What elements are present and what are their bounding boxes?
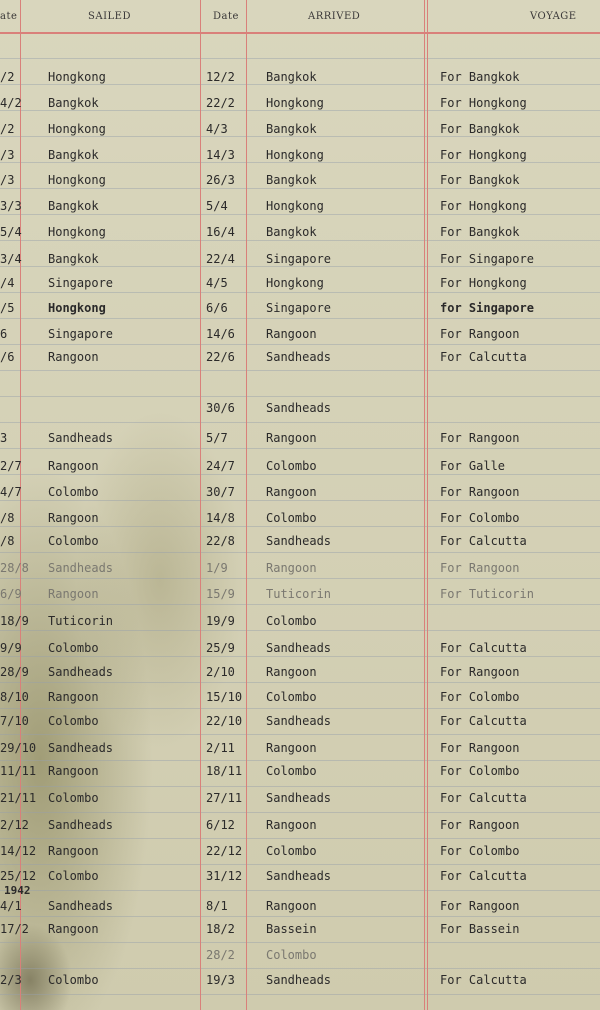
row-voyage: For Calcutta [440, 714, 527, 728]
row-date: 6/6 [206, 301, 228, 315]
row-arrived: Bangkok [266, 225, 317, 239]
row-date: 22/8 [206, 534, 235, 548]
row-date: 22/2 [206, 96, 235, 110]
row-sailed: Bangkok [48, 252, 99, 266]
ruled-line [0, 526, 600, 527]
row-sailed-date: 4/2 [0, 96, 22, 110]
ruled-line [0, 500, 600, 501]
row-sailed-date: /8 [0, 511, 15, 525]
row-arrived: Colombo [266, 614, 317, 628]
row-sailed-date: 2/12 [0, 818, 29, 832]
row-sailed-date: 2/7 [0, 459, 22, 473]
row-date: 25/9 [206, 641, 235, 655]
row-date: 22/6 [206, 350, 235, 364]
row-arrived: Rangoon [266, 818, 317, 832]
row-sailed-date: 6 [0, 327, 8, 341]
row-date: 15/10 [206, 690, 243, 704]
row-voyage: For Rangoon [440, 327, 520, 341]
row-sailed: Rangoon [48, 459, 99, 473]
row-sailed: Bangkok [48, 199, 99, 213]
row-arrived: Rangoon [266, 665, 317, 679]
row-voyage: For Calcutta [440, 973, 527, 987]
row-arrived: Rangoon [266, 561, 317, 575]
row-voyage: For Rangoon [440, 665, 520, 679]
row-arrived: Sandheads [266, 401, 332, 415]
row-date: 27/11 [206, 791, 243, 805]
year-note: 1942 [4, 884, 31, 897]
header-sailed: SAILED [88, 11, 131, 22]
ruled-line [0, 58, 600, 59]
row-date: 22/10 [206, 714, 243, 728]
column-divider [424, 0, 425, 1010]
ruled-line [0, 604, 600, 605]
ruled-line [0, 838, 600, 839]
row-sailed-date: 3 [0, 431, 8, 445]
ruled-line [0, 162, 600, 163]
row-voyage: For Calcutta [440, 534, 527, 548]
row-arrived: Hongkong [266, 199, 324, 213]
row-sailed-date: 5/4 [0, 225, 22, 239]
ruled-line [0, 734, 600, 735]
row-arrived: Colombo [266, 511, 317, 525]
ruled-line [0, 110, 600, 111]
row-arrived: Bangkok [266, 122, 317, 136]
row-voyage: For Rangoon [440, 818, 520, 832]
row-arrived: Sandheads [266, 534, 332, 548]
row-date: 30/7 [206, 485, 235, 499]
row-sailed: Colombo [48, 973, 99, 987]
row-voyage: For Calcutta [440, 869, 527, 883]
row-arrived: Rangoon [266, 899, 317, 913]
row-date: 14/8 [206, 511, 235, 525]
row-voyage: For Bangkok [440, 173, 520, 187]
row-voyage: For Calcutta [440, 791, 527, 805]
row-date: 5/4 [206, 199, 228, 213]
row-date: 14/3 [206, 148, 235, 162]
row-arrived: Sandheads [266, 869, 332, 883]
row-sailed-date: 18/9 [0, 614, 29, 628]
row-sailed: Sandheads [48, 665, 114, 679]
column-divider [427, 0, 428, 1010]
row-voyage: For Calcutta [440, 641, 527, 655]
header-voyage: VOYAGE [530, 11, 577, 22]
row-sailed: Sandheads [48, 561, 114, 575]
row-arrived: Colombo [266, 459, 317, 473]
ruled-line [0, 292, 600, 293]
row-sailed-date: 2/3 [0, 973, 22, 987]
row-voyage: For Bangkok [440, 122, 520, 136]
row-voyage: For Hongkong [440, 276, 527, 290]
row-sailed-date: /6 [0, 350, 15, 364]
row-sailed: Hongkong [48, 225, 106, 239]
row-date: 24/7 [206, 459, 235, 473]
row-sailed-date: 28/9 [0, 665, 29, 679]
row-voyage: For Hongkong [440, 148, 527, 162]
row-sailed: Rangoon [48, 511, 99, 525]
ruled-line [0, 630, 600, 631]
row-sailed-date: 3/3 [0, 199, 22, 213]
ruled-line [0, 864, 600, 865]
row-date: 12/2 [206, 70, 235, 84]
row-sailed: Colombo [48, 869, 99, 883]
row-date: 4/5 [206, 276, 228, 290]
ruled-line [0, 214, 600, 215]
header-arrived: ARRIVED [308, 11, 361, 22]
row-date: 4/3 [206, 122, 228, 136]
row-arrived: Colombo [266, 764, 317, 778]
row-sailed: Hongkong [48, 173, 106, 187]
row-date: 2/11 [206, 741, 235, 755]
row-sailed: Tuticorin [48, 614, 114, 628]
row-sailed: Sandheads [48, 431, 114, 445]
row-sailed: Hongkong [48, 70, 106, 84]
row-voyage: For Galle [440, 459, 506, 473]
row-sailed: Rangoon [48, 922, 99, 936]
row-sailed-date: 17/2 [0, 922, 29, 936]
ruled-line [0, 188, 600, 189]
header-date: Date [213, 11, 239, 22]
ruled-line [0, 344, 600, 345]
row-arrived: Sandheads [266, 791, 332, 805]
row-voyage: For Colombo [440, 690, 520, 704]
row-sailed: Sandheads [48, 818, 114, 832]
ruled-line [0, 84, 600, 85]
column-divider [20, 0, 21, 1010]
row-sailed: Bangkok [48, 148, 99, 162]
row-sailed-date: 21/11 [0, 791, 37, 805]
row-arrived: Rangoon [266, 741, 317, 755]
ruled-line [0, 578, 600, 579]
row-voyage: For Bangkok [440, 225, 520, 239]
row-voyage: For Colombo [440, 764, 520, 778]
row-sailed-date: 29/10 [0, 741, 37, 755]
row-date: 14/6 [206, 327, 235, 341]
row-date: 5/7 [206, 431, 228, 445]
row-arrived: Tuticorin [266, 587, 332, 601]
ruled-line [0, 968, 600, 969]
row-sailed-date: 6/9 [0, 587, 22, 601]
row-date: 26/3 [206, 173, 235, 187]
row-sailed: Colombo [48, 714, 99, 728]
row-date: 8/1 [206, 899, 228, 913]
ruled-line [0, 318, 600, 319]
row-sailed-date: 8/10 [0, 690, 29, 704]
ruled-line [0, 422, 600, 423]
row-date: 30/6 [206, 401, 235, 415]
row-sailed-date: 3/4 [0, 252, 22, 266]
row-date: 1/9 [206, 561, 228, 575]
row-arrived: Colombo [266, 948, 317, 962]
row-date: 28/2 [206, 948, 235, 962]
ruled-line [0, 552, 600, 553]
row-sailed-date: /3 [0, 148, 15, 162]
row-arrived: Sandheads [266, 350, 332, 364]
row-sailed: Singapore [48, 276, 114, 290]
row-sailed-date: /4 [0, 276, 15, 290]
row-sailed-date: /5 [0, 301, 15, 315]
row-date: 22/4 [206, 252, 235, 266]
row-date: 31/12 [206, 869, 243, 883]
row-sailed-date: 4/7 [0, 485, 22, 499]
row-sailed: Colombo [48, 534, 99, 548]
row-voyage: For Rangoon [440, 431, 520, 445]
row-arrived: Singapore [266, 301, 332, 315]
row-arrived: Rangoon [266, 431, 317, 445]
row-sailed: Rangoon [48, 350, 99, 364]
row-voyage: For Colombo [440, 844, 520, 858]
row-date: 2/10 [206, 665, 235, 679]
row-sailed: Rangoon [48, 844, 99, 858]
row-voyage: For Bassein [440, 922, 520, 936]
ruled-line [0, 656, 600, 657]
row-arrived: Sandheads [266, 641, 332, 655]
row-arrived: Hongkong [266, 276, 324, 290]
ruled-line [0, 474, 600, 475]
row-sailed-date: /3 [0, 173, 15, 187]
header-rule [0, 32, 600, 34]
ruled-line [0, 240, 600, 241]
row-voyage: For Tuticorin [440, 587, 534, 601]
row-voyage: For Hongkong [440, 96, 527, 110]
row-sailed: Singapore [48, 327, 114, 341]
row-arrived: Rangoon [266, 327, 317, 341]
ruled-line [0, 994, 600, 995]
row-sailed: Colombo [48, 791, 99, 805]
row-date: 22/12 [206, 844, 243, 858]
row-sailed-date: /8 [0, 534, 15, 548]
row-voyage: For Rangoon [440, 899, 520, 913]
row-voyage: For Calcutta [440, 350, 527, 364]
ruled-line [0, 370, 600, 371]
row-arrived: Bangkok [266, 70, 317, 84]
ruled-line [0, 890, 600, 891]
row-sailed: Hongkong [48, 122, 106, 136]
row-sailed: Rangoon [48, 587, 99, 601]
row-sailed: Colombo [48, 485, 99, 499]
row-sailed: Bangkok [48, 96, 99, 110]
row-date: 16/4 [206, 225, 235, 239]
row-arrived: Colombo [266, 690, 317, 704]
row-voyage: For Rangoon [440, 485, 520, 499]
ruled-line [0, 396, 600, 397]
ruled-line [0, 708, 600, 709]
row-sailed: Sandheads [48, 899, 114, 913]
ruled-line [0, 136, 600, 137]
row-sailed-date: 14/12 [0, 844, 37, 858]
row-date: 18/2 [206, 922, 235, 936]
ruled-line [0, 942, 600, 943]
row-voyage: For Rangoon [440, 561, 520, 575]
row-sailed-date: 11/11 [0, 764, 37, 778]
row-sailed: Rangoon [48, 690, 99, 704]
row-arrived: Hongkong [266, 148, 324, 162]
row-date: 19/9 [206, 614, 235, 628]
row-sailed: Hongkong [48, 301, 106, 315]
row-sailed-date: 28/8 [0, 561, 29, 575]
row-date: 6/12 [206, 818, 235, 832]
row-arrived: Rangoon [266, 485, 317, 499]
row-sailed-date: 7/10 [0, 714, 29, 728]
row-sailed-date: 9/9 [0, 641, 22, 655]
column-divider [200, 0, 201, 1010]
row-arrived: Singapore [266, 252, 332, 266]
row-arrived: Colombo [266, 844, 317, 858]
row-sailed: Rangoon [48, 764, 99, 778]
ruled-line [0, 266, 600, 267]
ruled-line [0, 786, 600, 787]
row-voyage: For Rangoon [440, 741, 520, 755]
ruled-line [0, 916, 600, 917]
ruled-line [0, 448, 600, 449]
row-sailed: Colombo [48, 641, 99, 655]
row-arrived: Sandheads [266, 973, 332, 987]
ruled-line [0, 682, 600, 683]
row-voyage: For Hongkong [440, 199, 527, 213]
row-sailed-date: /2 [0, 122, 15, 136]
row-arrived: Bangkok [266, 173, 317, 187]
row-arrived: Hongkong [266, 96, 324, 110]
row-voyage: For Colombo [440, 511, 520, 525]
row-sailed-date: /2 [0, 70, 15, 84]
row-date: 18/11 [206, 764, 243, 778]
row-voyage: For Singapore [440, 252, 534, 266]
row-sailed-date: 25/12 [0, 869, 37, 883]
row-voyage: for Singapore [440, 301, 534, 315]
column-divider [246, 0, 247, 1010]
row-sailed-date: 4/1 [0, 899, 22, 913]
row-arrived: Bassein [266, 922, 317, 936]
row-date: 15/9 [206, 587, 235, 601]
row-arrived: Sandheads [266, 714, 332, 728]
header-date-left: ate [0, 11, 18, 22]
row-voyage: For Bangkok [440, 70, 520, 84]
ruled-line [0, 760, 600, 761]
row-date: 19/3 [206, 973, 235, 987]
ruled-line [0, 812, 600, 813]
row-sailed: Sandheads [48, 741, 114, 755]
